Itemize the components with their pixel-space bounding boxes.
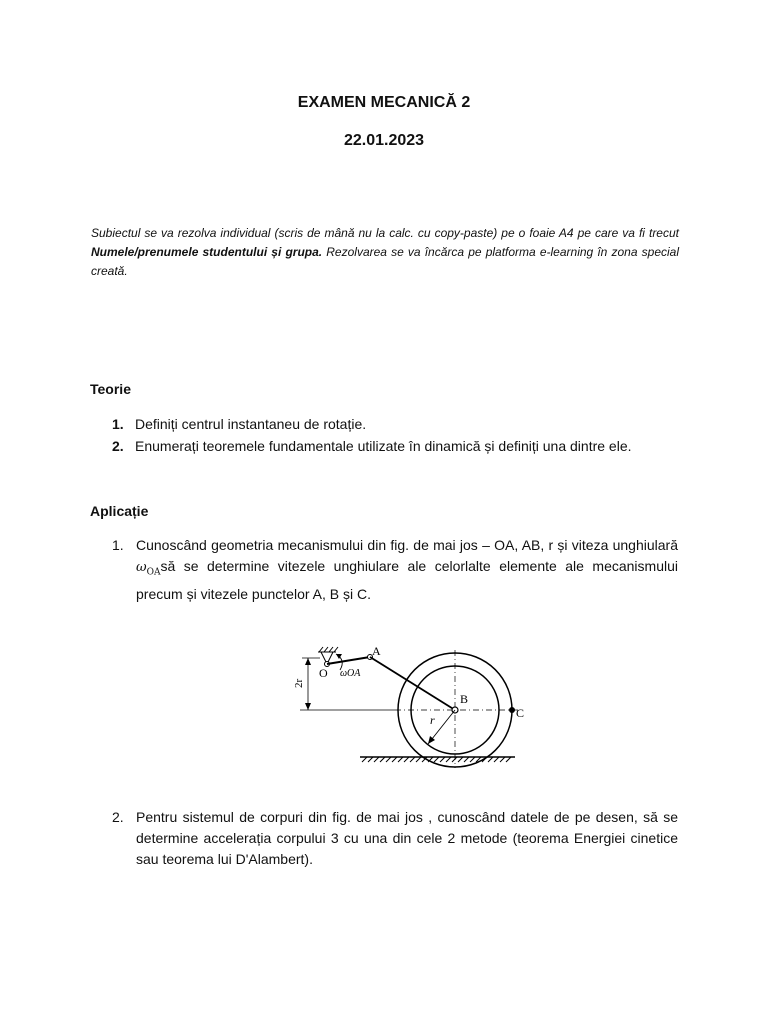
rod-AB <box>370 657 455 710</box>
label-omega-oa: ωOA <box>340 668 361 679</box>
omega-subscript: OA <box>146 567 161 578</box>
application-item-text <box>136 535 678 605</box>
theory-item-text: Enumerați teoremele fundamentale utilizate în dinamică și definiți una dintre ele. <box>135 438 632 454</box>
label-r: r <box>430 713 435 727</box>
instructions-bold-text: Numele/prenumele studentului și grupa. <box>91 245 323 259</box>
mechanism-figure <box>290 640 530 770</box>
label-A: A <box>372 644 381 658</box>
point-C <box>509 707 515 713</box>
theory-item-1 <box>90 413 690 435</box>
instructions-text-1: Subiectul se va rezolva individual (scris de mână nu la calc. cu copy-paste) pe o foaie A4 pe care va fi trecut <box>91 226 679 240</box>
theory-heading: Teorie <box>90 381 131 397</box>
mechanism-diagram <box>290 640 530 770</box>
application-item-1 <box>90 535 678 605</box>
application-text-before: Cunoscând geometria mecanismului din fig. de mai jos – OA, AB, r și viteza unghiulară <box>136 537 678 553</box>
theory-item-text: Definiți centrul instantaneu de rotație. <box>135 416 367 432</box>
application-item-text: Pentru sistemul de corpuri din fig. de mai jos , cunoscând datele de pe desen, să se determine accelerația corpului 3 cu una din cele 2 metode (teorema Energiei cinetice sau teorema lui D'Alambert). <box>136 809 678 867</box>
exam-title: EXAMEN MECANICĂ 2 <box>297 94 471 111</box>
theory-item-2 <box>90 435 690 457</box>
application-item-number: 2. <box>112 809 124 825</box>
theory-item-number: 2. <box>112 438 124 454</box>
omega-oa-symbol <box>136 560 161 578</box>
exam-date: 22.01.2023 <box>343 132 425 149</box>
application-item-2 <box>90 807 678 870</box>
label-C: C <box>516 706 525 720</box>
instructions-text-2: Rezolvarea se va încărca pe platforma e-learning în zona special creată. <box>91 245 680 278</box>
label-2r: 2r <box>293 678 305 688</box>
omega-letter: ω <box>136 560 147 575</box>
application-heading: Aplicație <box>90 503 149 519</box>
application-text-after: să se determine vitezele unghiulare ale celorlalte elemente ale mecanismului precum și vitezele punctelor A, B și C. <box>136 558 678 602</box>
dimension-arrow-top <box>305 658 311 665</box>
theory-list <box>90 413 690 457</box>
dimension-arrow-bottom <box>305 703 311 710</box>
application-item-number: 1. <box>112 537 124 553</box>
label-O: O <box>319 666 328 680</box>
label-B: B <box>460 692 469 706</box>
theory-item-number: 1. <box>112 416 124 432</box>
instructions-paragraph <box>91 224 679 281</box>
crank-OA <box>327 657 370 664</box>
